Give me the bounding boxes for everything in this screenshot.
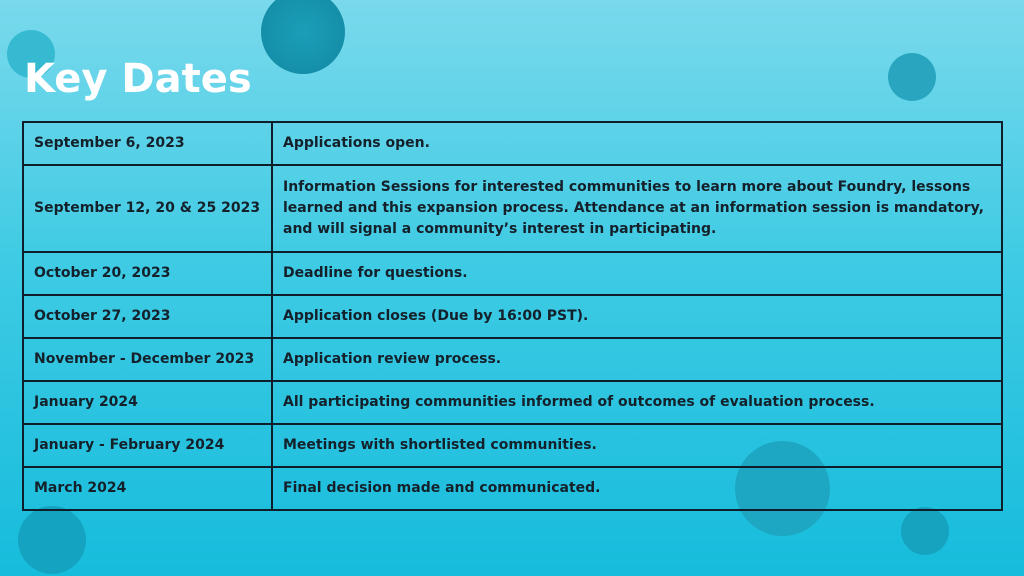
- event-cell: Deadline for questions.: [272, 252, 1002, 295]
- event-cell: Final decision made and communicated.: [272, 467, 1002, 510]
- page-title: Key Dates: [24, 56, 252, 102]
- event-cell: Application closes (Due by 16:00 PST).: [272, 295, 1002, 338]
- table-row: [23, 295, 1002, 338]
- decorative-circle: [18, 506, 86, 574]
- event-cell: Information Sessions for interested communities to learn more about Foundry, lessons learned and this expansion process. Attendance at an information session is mandatory, and will signal a community’s interest in participating.: [272, 165, 1002, 252]
- table-row: [23, 122, 1002, 165]
- date-cell: January 2024: [23, 381, 272, 424]
- event-cell: All participating communities informed of outcomes of evaluation process.: [272, 381, 1002, 424]
- event-cell: Applications open.: [272, 122, 1002, 165]
- table-row: [23, 338, 1002, 381]
- decorative-circle: [901, 507, 949, 555]
- table-row: [23, 424, 1002, 467]
- table-row: [23, 467, 1002, 510]
- table-row: [23, 252, 1002, 295]
- date-cell: November - December 2023: [23, 338, 272, 381]
- date-cell: October 27, 2023: [23, 295, 272, 338]
- date-cell: March 2024: [23, 467, 272, 510]
- date-cell: September 6, 2023: [23, 122, 272, 165]
- decorative-circle: [261, 0, 345, 74]
- date-cell: January - February 2024: [23, 424, 272, 467]
- key-dates-table: [22, 121, 1003, 511]
- event-cell: Meetings with shortlisted communities.: [272, 424, 1002, 467]
- table-row: [23, 165, 1002, 252]
- date-cell: September 12, 20 & 25 2023: [23, 165, 272, 252]
- table-row: [23, 381, 1002, 424]
- event-cell: Application review process.: [272, 338, 1002, 381]
- date-cell: October 20, 2023: [23, 252, 272, 295]
- decorative-circle: [888, 53, 936, 101]
